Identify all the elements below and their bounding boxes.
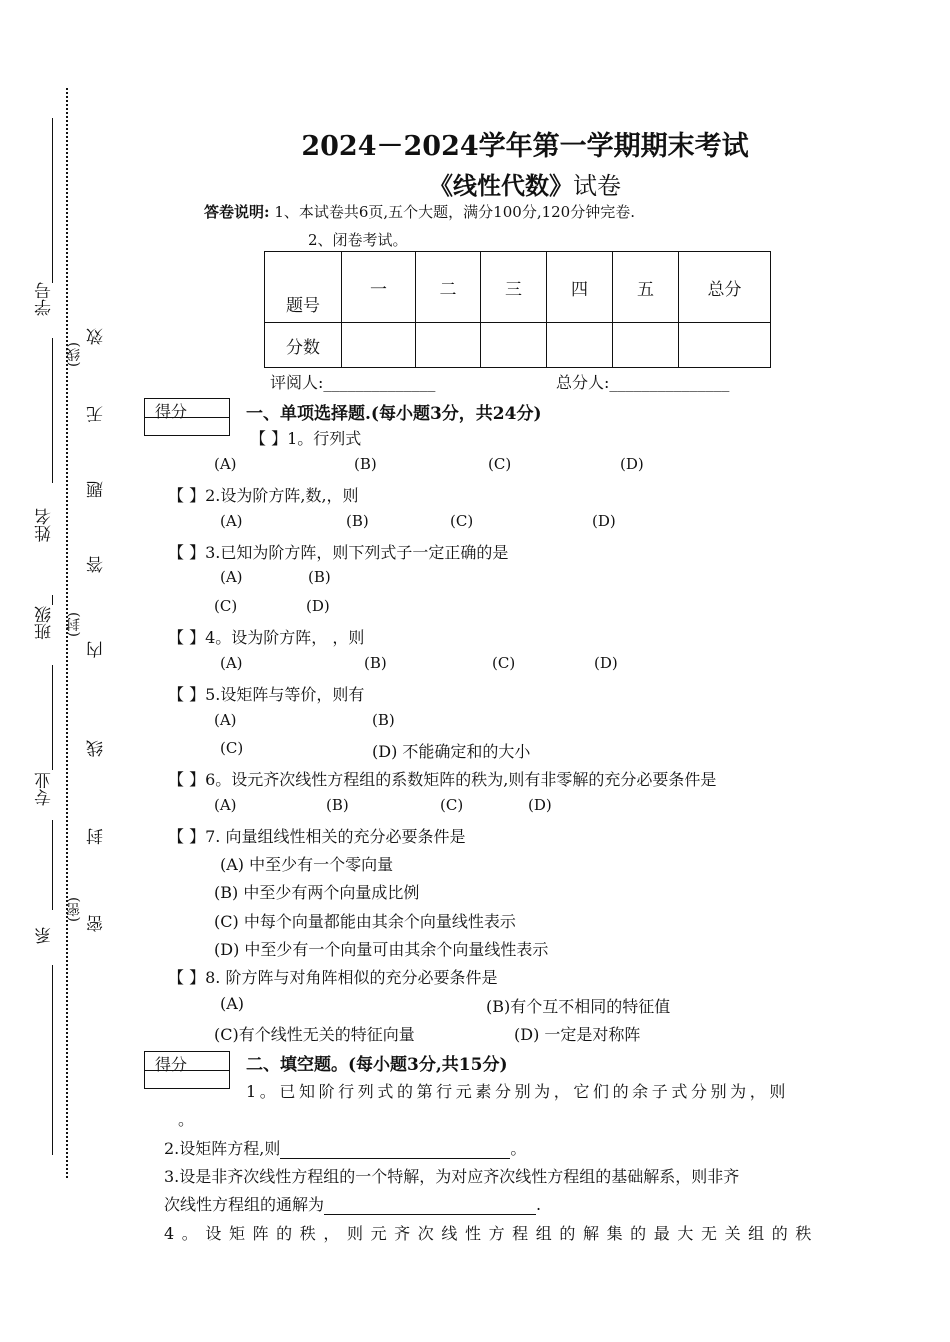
warning-char: 内 bbox=[87, 641, 107, 658]
question-7-option: (B) 中至少有两个向量成比例 bbox=[214, 883, 420, 902]
student-id-label: 学号 bbox=[35, 282, 55, 316]
warning-char: 答 bbox=[87, 556, 107, 573]
question-8-option: (C)有个线性无关的特征向量 bbox=[214, 1025, 415, 1044]
fill-question-3-text: 次线性方程组的通解为 bbox=[164, 1195, 325, 1214]
score-cell[interactable] bbox=[481, 323, 547, 368]
question-5-option: (B) bbox=[372, 711, 395, 729]
warning-char: 线 bbox=[87, 740, 107, 757]
question-5-option: (D) 不能确定和的大小 bbox=[372, 742, 531, 761]
question-2-stem: 【 】2.设为阶方阵,数,，则 bbox=[168, 486, 359, 505]
fill-question-1-line-1: 1。已知阶行列式的第行元素分别为，它们的余子式分别为，则 bbox=[246, 1082, 789, 1101]
instructions-text-1: 1、本试卷共6页,五个大题，满分100分,120分钟完卷. bbox=[274, 203, 635, 221]
question-6-option: (D) bbox=[528, 796, 552, 814]
instructions-line-1 bbox=[204, 201, 635, 222]
warning-char: 题 bbox=[87, 481, 107, 498]
question-5-option: (A) bbox=[214, 711, 237, 729]
question-7-option: (D) 中至少有一个向量可由其余个向量线性表示 bbox=[214, 940, 549, 959]
fill-question-1-line-2: 。 bbox=[178, 1110, 195, 1129]
score-table-row-label: 分数 bbox=[265, 323, 342, 368]
margin-field-line bbox=[52, 820, 53, 910]
margin-field-line bbox=[52, 965, 53, 1155]
score-table bbox=[264, 251, 771, 368]
question-7-option: (A) 中至少有一个零向量 bbox=[220, 855, 394, 874]
answer-blank[interactable] bbox=[280, 1139, 510, 1159]
course-name: 《线性代数》 bbox=[429, 171, 573, 200]
question-6-option: (B) bbox=[326, 796, 349, 814]
seal-mark-close: (密) bbox=[66, 897, 82, 922]
subtitle-suffix: 试卷 bbox=[573, 172, 621, 200]
exam-subtitle bbox=[0, 166, 950, 201]
question-4-stem: 【 】4。设为阶方阵， ，则 bbox=[168, 628, 365, 647]
question-2-option: (C) bbox=[450, 512, 474, 530]
question-6-stem: 【 】6。设元齐次线性方程组的系数矩阵的秩为,则有非零解的充分必要条件是 bbox=[168, 770, 717, 789]
question-4-option: (C) bbox=[492, 654, 516, 672]
score-cell[interactable] bbox=[416, 323, 481, 368]
warning-char: 效 bbox=[87, 328, 107, 345]
warning-char: 密 bbox=[87, 915, 107, 932]
question-1-option: (C) bbox=[488, 455, 512, 473]
question-4-option: (B) bbox=[364, 654, 387, 672]
warning-char: 封 bbox=[87, 828, 107, 845]
fill-question-2-text: 2.设矩阵方程,则 bbox=[164, 1139, 281, 1158]
fill-question-3-line-1: 3.设是非齐次线性方程组的一个特解，为对应齐次线性方程组的基础解系，则非齐 bbox=[164, 1167, 740, 1186]
score-cell[interactable] bbox=[342, 323, 416, 368]
score-table-header-cell: 五 bbox=[613, 252, 679, 323]
question-7-stem: 【 】7. 向量组线性相关的充分必要条件是 bbox=[168, 827, 466, 846]
question-1-option: (A) bbox=[214, 455, 237, 473]
fill-question-3-line-2 bbox=[164, 1192, 541, 1215]
department-label: 系 bbox=[35, 927, 55, 944]
margin-field-line bbox=[52, 338, 53, 483]
question-8-option: (B)有个互不相同的特征值 bbox=[486, 997, 671, 1016]
score-box-label: 得分 bbox=[155, 1055, 188, 1074]
question-6-option: (C) bbox=[440, 796, 464, 814]
score-cell[interactable] bbox=[547, 323, 613, 368]
score-box-divider bbox=[145, 1070, 229, 1071]
exam-title: 2024－2024学年第一学期期末考试 bbox=[301, 131, 749, 162]
question-1-stem: 【 】1。行列式 bbox=[250, 429, 362, 448]
question-8-stem: 【 】8. 阶方阵与对角阵相似的充分必要条件是 bbox=[168, 968, 498, 987]
question-3-stem: 【 】3.已知为阶方阵，则下列式子一定正确的是 bbox=[168, 543, 509, 562]
score-table-header-cell: 二 bbox=[416, 252, 481, 323]
section2-score-box bbox=[144, 1051, 230, 1089]
total-scorer-field: 总分人:_______________ bbox=[556, 373, 730, 392]
class-label: 班级 bbox=[35, 606, 55, 640]
question-5-stem: 【 】5.设矩阵与等价，则有 bbox=[168, 685, 365, 704]
warning-char: 无 bbox=[87, 406, 107, 423]
score-table-header-row bbox=[265, 252, 771, 323]
score-box-divider bbox=[145, 417, 229, 418]
question-8-option: (A) bbox=[220, 994, 245, 1013]
major-label: 专业 bbox=[35, 772, 55, 806]
score-table-header-cell: 总分 bbox=[679, 252, 771, 323]
score-table-header-cell: 三 bbox=[481, 252, 547, 323]
seal-mark-line: (线) bbox=[66, 342, 82, 367]
answer-blank[interactable] bbox=[324, 1195, 536, 1215]
fill-question-2 bbox=[164, 1136, 526, 1159]
score-table-header-cell: 四 bbox=[547, 252, 613, 323]
seal-mark-seal: (封) bbox=[66, 612, 82, 637]
question-1-option: (B) bbox=[354, 455, 377, 473]
score-cell[interactable] bbox=[613, 323, 679, 368]
margin-field-line bbox=[52, 665, 53, 770]
question-4-option: (A) bbox=[220, 654, 243, 672]
score-table-header-cell: 一 bbox=[342, 252, 416, 323]
question-6-option: (A) bbox=[214, 796, 237, 814]
name-label: 姓名 bbox=[35, 508, 55, 542]
question-3-option: (D) bbox=[306, 597, 330, 615]
score-table-header-cell: 题号 bbox=[265, 252, 342, 323]
section1-title: 一、单项选择题.(每小题3分，共24分) bbox=[246, 404, 542, 424]
question-7-option: (C) 中每个向量都能由其余个向量线性表示 bbox=[214, 912, 516, 931]
instructions-label: 答卷说明: bbox=[204, 203, 270, 221]
question-5-option: (C) bbox=[220, 739, 244, 757]
section2-title: 二、填空题。(每小题3分,共15分) bbox=[246, 1055, 508, 1075]
score-cell[interactable] bbox=[679, 323, 771, 368]
question-3-option: (C) bbox=[214, 597, 238, 615]
question-3-option: (A) bbox=[220, 568, 243, 586]
fill-question-2-end: 。 bbox=[510, 1139, 527, 1158]
score-box-label: 得分 bbox=[155, 402, 188, 421]
score-table-score-row bbox=[265, 323, 771, 368]
question-3-option: (B) bbox=[308, 568, 331, 586]
margin-field-line bbox=[52, 595, 53, 605]
section1-score-box bbox=[144, 398, 230, 436]
question-1-option: (D) bbox=[620, 455, 644, 473]
question-2-option: (A) bbox=[220, 512, 243, 530]
question-2-option: (D) bbox=[592, 512, 616, 530]
fill-question-4-line-1: 4。设矩阵的秩，则元齐次线性方程组的解集的最大无关组的秩 bbox=[164, 1224, 819, 1243]
fill-question-3-end: . bbox=[536, 1195, 542, 1214]
reviewer-field: 评阅人:______________ bbox=[270, 373, 436, 392]
question-8-option: (D) 一定是对称阵 bbox=[514, 1025, 641, 1044]
question-4-option: (D) bbox=[594, 654, 618, 672]
question-2-option: (B) bbox=[346, 512, 369, 530]
instructions-line-2: 2、闭卷考试。 bbox=[308, 231, 408, 249]
